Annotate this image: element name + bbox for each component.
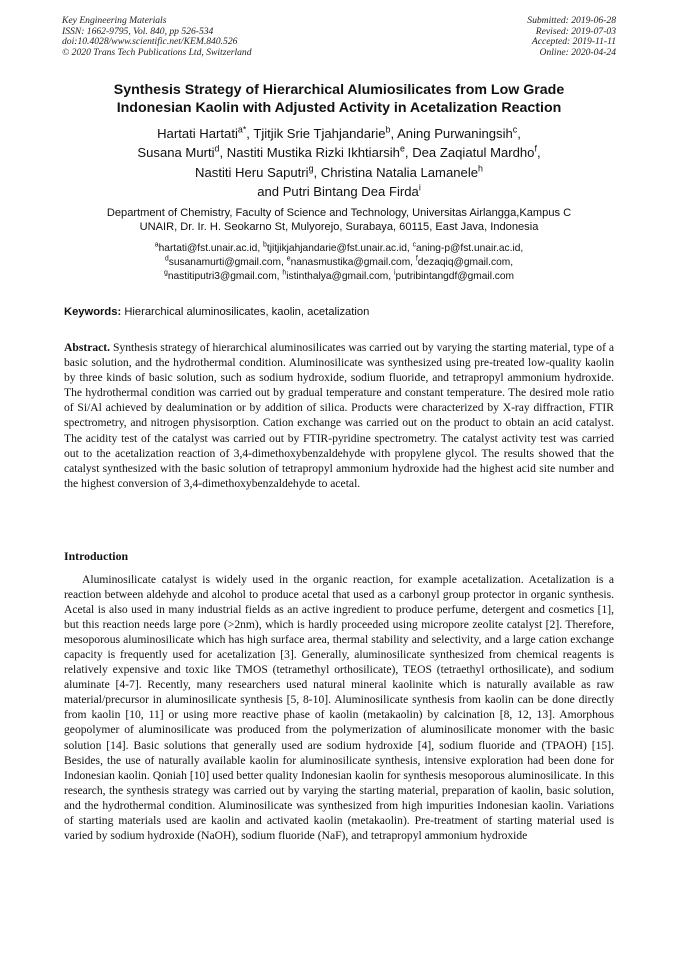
email-line-2 [60,256,618,270]
email-mark: d [164,255,169,263]
author-line-3: Nastiti Heru Saputri$^g$, Christina Natalia Lamanele$^h$ [195,163,483,180]
affiliation [60,206,618,235]
author-list [60,124,618,202]
email-mark: b [263,241,267,249]
author-mark: d [214,144,220,155]
email-mark: e [286,255,291,263]
email-link[interactable]: hartati@fst.unair.ac.id, [158,243,261,254]
paper-title [60,82,618,117]
email-link[interactable]: aning-p@fst.unair.ac.id, [416,243,524,254]
author-name: Christina Natalia Lamanele [320,164,479,180]
email-mark: c [412,241,417,249]
email-mark: g [163,269,168,277]
section-heading-introduction: Introduction [64,549,129,563]
email-mark: a [154,241,159,249]
author-mark: f [534,144,537,155]
abstract-text: Synthesis strategy of hierarchical aluminosilicates was carried out by varying the starting material, type of a basic solution, and the hydrothermal condition. Aluminosilicate was synthesized using pre-treated low-quality kaolin by three kinds of basic solution, such as sodium hydroxide, sodium fluoride, and tetrapropyl ammonium hydroxide. The hydrothermal condition was carried out by gradual temperature and constant temperature. The desired mole ratio of Si/Al achieved by dealumination or by addition of silica. Products were characterized by X-ray diffraction, FTIR spectrometry, and nitrogen physisorption. Cation exchange was carried out on the product to obtain an acid catalyst. The acidity test of the catalyst was carried out by FTIR-pyridine spectrometry. The catalyst activity test was carried out to the acetalization reaction of 3,4-dimethoxybenzaldehyde with propylene glycol. The results showed that the catalyst synthesized with the basic solution of tetrapropyl ammonium hydroxide had the highest acid site number and the highest conversion of 3,4-dimethoxybenzaldehyde to acetal. [64,341,614,490]
author-name: Tjitjik Srie Tjahjandarie [253,126,386,141]
abstract [64,340,614,491]
email-link[interactable]: susanamurti@gmail.com, [168,256,284,268]
email-link[interactable]: nanasmustika@gmail.com, [290,256,414,268]
doi-line: doi:10.4028/www.scientific.net/KEM.840.526 [62,36,238,48]
abstract-label: Abstract. [64,341,111,354]
author-name: Dea Zaqiatul Mardho [412,145,535,161]
introduction-paragraph: Aluminosilicate catalyst is widely used in the organic reaction, for example acetalization. Acetalization is a reaction between aldehyde and alcohol to produce acetal that used as a carbonyl group protector in organic synthesis. Acetal is also used in many industrial fields as an active ingredient to produce perfume, detergent and cosmetics [1], but this reaction needs large pore (>2nm), which is hardly proceeded using micropore zeolite catalyst [2]. Therefore, mesoporous aluminosilicate which has high surface area, thermal stability and selectivity, and a large cation exchange capacity is frequently used for acetalization [3]. Generally, aluminosilicate synthesized from chemical reagents is relatively expensive and toxic like TMOS (tetramethyl orthosilicate), TEOS (tetraethyl orthosilicate), and sodium aluminate [4-7]. Recently, many researchers used natural mineral kaolinite which is naturally available as raw material/precursor in aluminosilicate synthesis [5, 8-10]. Aluminosilicate synthesis from kaolin can be done directly from kaolin [10, 11] or using more reactive phase of kaolin (metakaolin) by calcination [8, 12, 13]. Amorphous geopolymer of aluminosilicate was produced from the polymerization of aluminosilicate monomer with the basic solution [14]. Basic solutions that generally used are sodium hydroxide [4], sodium fluoride and (TPAOH) [15]. Besides, the use of naturally available kaolin for aluminosilicate synthesis, intensive exploration had been done for Indonesian kaolin. Qoniah [10] used better quality Indonesian kaolin for synthesis mesoporous aluminosilicate. In this research, the synthesis strategy was carried out by varying the starting material, preparation of kaolin, basic solution, and the hydrothermal condition. Aluminosilicate was synthesized from high impurities Indonesian kaolin. Variations of starting materials used are kaolin and activated kaolin (metakaolin). Pre-treatment of starting material used is varied by sodium hydroxide (NaOH), sodium fluoride (NaF), and tetrapropyl ammonium hydroxide [64,573,614,842]
author-mark: c [512,124,518,135]
keywords-text: Hierarchical aluminosilicates, kaolin, acetalization [124,306,370,318]
author-name: Putri Bintang Dea Firda [282,184,419,200]
email-mark: h [282,269,287,277]
email-link[interactable]: putribintangdf@gmail.com [395,270,515,282]
author-mark: b [385,124,391,135]
email-link[interactable]: tjitjikjahjandarie@fst.unair.ac.id, [266,243,410,254]
copyright-line: © 2020 Trans Tech Publications Ltd, Switzerland [62,46,252,58]
revised-date: Revised: 2019-07-03 [535,25,616,37]
journal-name: Key Engineering Materials [62,15,167,26]
author-line-1: Hartati Hartati$^{a*}$, Tjitjik Srie Tjahjandarie$^b$, Aning Purwaningsih$^c$, [157,124,521,141]
author-mark: a* [237,124,247,135]
issn-line: ISSN: 1662-9795, Vol. 840, pp 526-534 [62,25,214,37]
email-mark: i [393,269,396,277]
email-list [60,242,618,283]
title-line-1: Synthesis Strategy of Hierarchical Alumiosilicates from Low Grade [113,82,565,98]
author-name: Hartati Hartati [157,126,238,141]
author-mark: e [399,144,405,155]
keywords [64,305,614,319]
author-name: Nastiti Heru Saputri [195,164,309,180]
author-line-2: Susana Murti$^d$, Nastiti Mustika Rizki Ikhtiarsih$^e$, Dea Zaqiatul Mardho$^f$, [137,144,541,161]
author-name: Susana Murti [137,145,215,161]
author-mark: i [418,182,421,193]
affiliation-line-2: UNAIR, Dr. Ir. H. Seokarno St, Mulyorejo, Surabaya, 60115, East Java, Indonesia [139,221,539,234]
email-link[interactable]: dezaqiq@gmail.com, [417,256,514,268]
accepted-date: Accepted: 2019-11-11 [531,36,616,48]
email-link[interactable]: nastitiputri3@gmail.com, [167,270,280,282]
affiliation-line-1: Department of Chemistry, Faculty of Science and Technology, Universitas Airlangga,Kampus C [106,207,572,219]
submitted-date: Submitted: 2019-06-28 [527,15,616,26]
author-mark: h [478,163,483,174]
author-conjunction: and [257,184,280,200]
email-link[interactable]: istinthalya@gmail.com, [286,270,392,282]
author-line-4 [60,182,618,201]
email-mark: f [415,255,418,263]
email-line-3 [60,270,618,284]
title-line-2: Indonesian Kaolin with Adjusted Activity in Acetalization Reaction [116,99,562,116]
dates-header [527,16,616,58]
email-line-1 [60,242,618,256]
keywords-label: Keywords: [64,306,122,318]
author-name: Aning Purwaningsih [397,126,513,141]
author-mark: g [308,163,314,174]
author-name: Nastiti Mustika Rizki Ikhtiarsih [226,145,400,161]
journal-header [62,16,252,58]
online-date: Online: 2020-04-24 [539,46,616,58]
